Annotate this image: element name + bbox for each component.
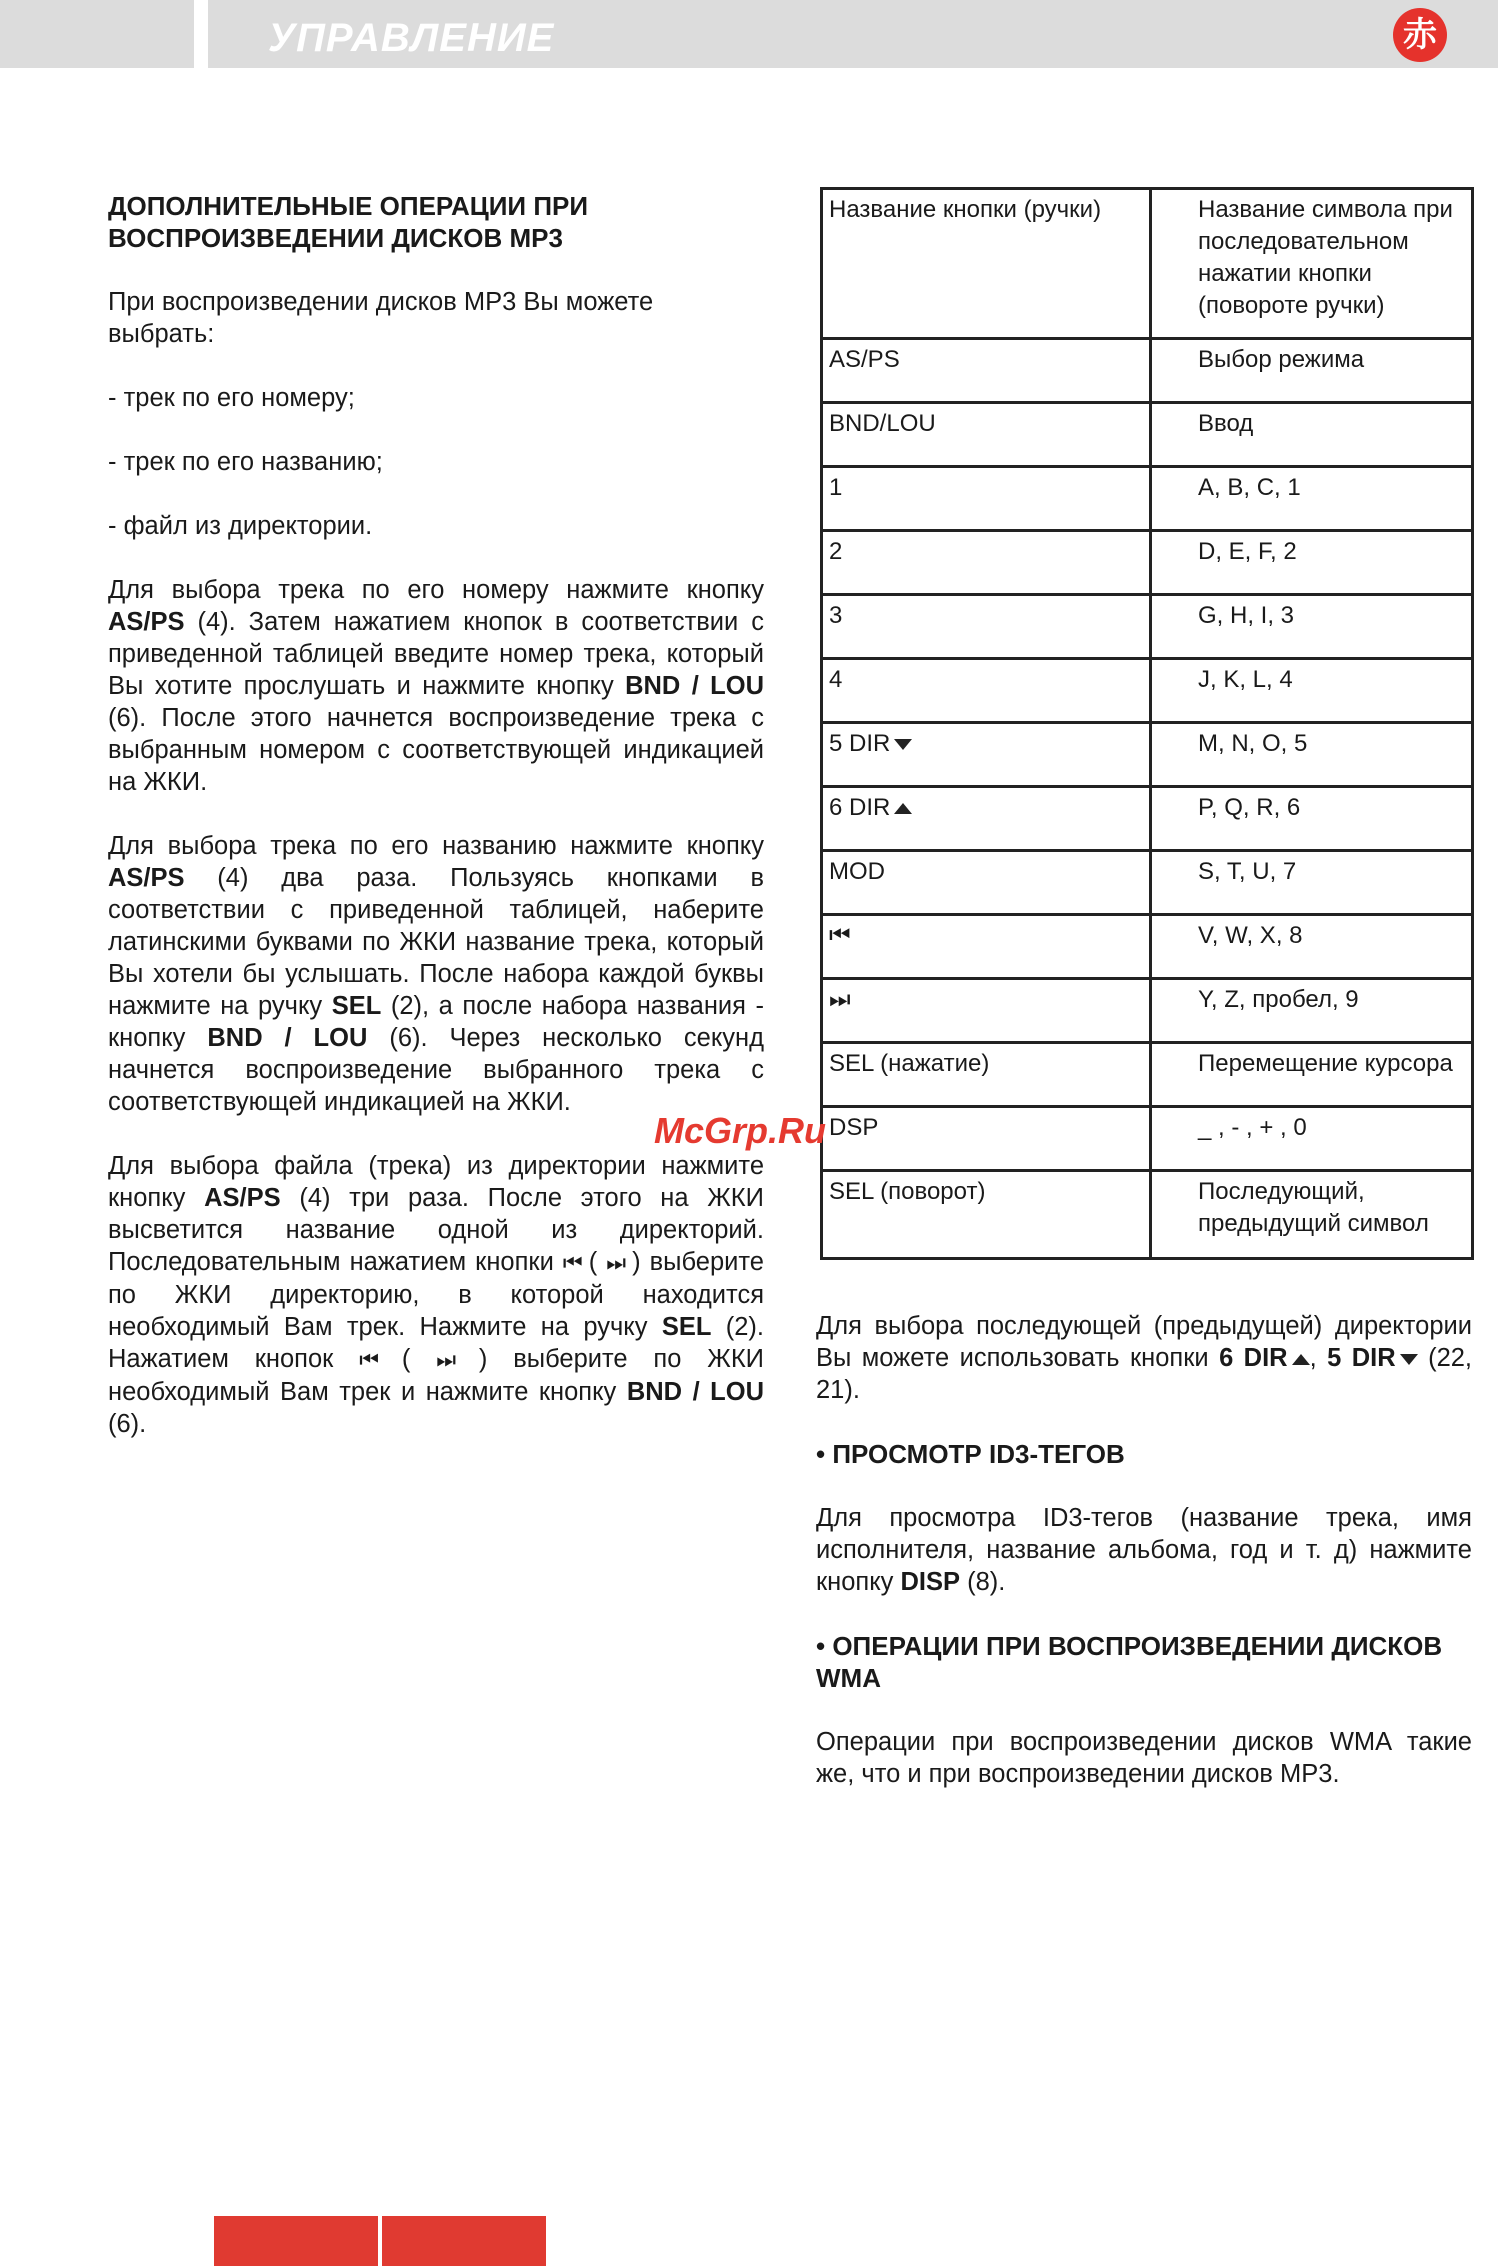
table-key-cell: SEL (нажатие) [822, 1043, 1151, 1107]
paragraph-wma: Операции при воспроизведении дисков WMA такие же, что и при воспроизведении дисков MP3. [816, 1728, 1472, 1788]
table-value-cell: Y, Z, пробел, 9 [1151, 979, 1473, 1043]
table-key-cell: 5 DIR [822, 723, 1151, 787]
table-key-cell: 4 [822, 659, 1151, 723]
intro-paragraph: При воспроизведении дисков MP3 Вы можете выбрать: [108, 288, 654, 348]
table-row [822, 915, 1473, 979]
wma-heading: • ОПЕРАЦИИ ПРИ ВОСПРОИЗВЕДЕНИИ ДИСКОВ WMA [816, 1631, 1443, 1693]
option-item: - файл из директории. [108, 512, 373, 540]
section-heading: ДОПОЛНИТЕЛЬНЫЕ ОПЕРАЦИИ ПРИ ВОСПРОИЗВЕДЕНИИ ДИСКОВ MP3 [108, 191, 589, 253]
table-row [822, 1043, 1473, 1107]
table-row [822, 979, 1473, 1043]
table-value-cell: Последующий, предыдущий символ [1151, 1171, 1473, 1259]
table-value-cell: Перемещение курсора [1151, 1043, 1473, 1107]
table-value-cell: P, Q, R, 6 [1151, 787, 1473, 851]
table-row [822, 339, 1473, 403]
brand-logo-icon: 赤 [1393, 8, 1447, 62]
table-row [822, 1107, 1473, 1171]
table-row [822, 851, 1473, 915]
id3-heading: • ПРОСМОТР ID3-ТЕГОВ [816, 1439, 1125, 1469]
table-key-cell: ⏮ [822, 915, 1151, 979]
table-header-value: Название символа при последовательном нажатии кнопки (повороте ручки) [1151, 189, 1473, 339]
table-key-cell: 1 [822, 467, 1151, 531]
table-key-cell: 2 [822, 531, 1151, 595]
left-column [108, 190, 764, 1440]
down-arrow-icon [894, 739, 912, 750]
table-row [822, 531, 1473, 595]
table-value-cell: S, T, U, 7 [1151, 851, 1473, 915]
up-arrow-icon [1292, 1354, 1310, 1365]
paragraph-select-from-directory: Для выбора файла (трека) из директории нажмите кнопку AS/PS (4) три раза. После этого на ЖКИ высветится название одной из директорий. Последовательным нажатием кнопки ⏮ ( ⏭ ) выберите по ЖКИ директорию, в которой находится необходимый Вам трек. Нажмите на ручку SEL (2). Нажатием кнопок ⏮ ( ⏭ ) выберите по ЖКИ необходимый Вам трек и нажмите кнопку BND / LOU (6). [108, 1152, 764, 1438]
paragraph-select-by-name: Для выбора трека по его названию нажмите кнопку AS/PS (4) два раза. Пользуясь кнопками в соответствии с приведенной таблицей, наберите латинскими буквами по ЖКИ название трека, который Вы хотели бы услышать. После набора каждой буквы нажмите на ручку SEL (2), а после набора названия - кнопку BND / LOU (6). Через несколько секунд начнется воспроизведение выбранного трека с соответствующей индикацией на ЖКИ. [108, 832, 764, 1116]
table-key-cell: MOD [822, 851, 1151, 915]
footer-bar-right [382, 2216, 546, 2266]
paragraph-next-directory: Для выбора последующей (предыдущей) директории Вы можете использовать кнопки 6 DIR , 5 DIR (22, 21). [816, 1312, 1473, 1404]
table-key-cell: BND/LOU [822, 403, 1151, 467]
table-header-key: Название кнопки (ручки) [822, 189, 1151, 339]
header-bar-left [0, 0, 194, 68]
table-value-cell: J, K, L, 4 [1151, 659, 1473, 723]
table-value-cell: A, B, C, 1 [1151, 467, 1473, 531]
prev-track-icon: ⏮ [562, 1250, 580, 1275]
table-row [822, 1171, 1473, 1259]
table-value-cell: M, N, O, 5 [1151, 723, 1473, 787]
prev-track-icon: ⏮ [359, 1347, 376, 1372]
table-row [822, 659, 1473, 723]
next-track-icon: ⏭ [436, 1347, 454, 1372]
next-track-icon: ⏭ [606, 1250, 624, 1275]
table-value-cell: _ , - , + , 0 [1151, 1107, 1473, 1171]
table-key-cell: DSP [822, 1107, 1151, 1171]
table-key-cell: AS/PS [822, 339, 1151, 403]
table-key-cell: ⏭ [822, 979, 1151, 1043]
table-value-cell: D, E, F, 2 [1151, 531, 1473, 595]
right-column [816, 1310, 1472, 1790]
down-arrow-icon [1400, 1354, 1418, 1365]
table-key-cell: SEL (поворот) [822, 1171, 1151, 1259]
button-symbol-table [820, 187, 1474, 1260]
table-row [822, 467, 1473, 531]
table-value-cell: Выбор режима [1151, 339, 1473, 403]
table-row [822, 403, 1473, 467]
table-row [822, 787, 1473, 851]
table-value-cell: G, H, I, 3 [1151, 595, 1473, 659]
option-item: - трек по его названию; [108, 448, 383, 476]
footer-bar-left [214, 2216, 378, 2266]
table-value-cell: Ввод [1151, 403, 1473, 467]
table-header-row [822, 189, 1473, 339]
table-key-cell: 3 [822, 595, 1151, 659]
up-arrow-icon [894, 803, 912, 814]
paragraph-select-by-number: Для выбора трека по его номеру нажмите кнопку AS/PS (4). Затем нажатием кнопок в соответствии с приведенной таблицей введите номер трека, который Вы хотите прослушать и нажмите кнопку BND / LOU (6). После этого начнется воспроизведение трека с выбранным номером с соответствующей индикацией на ЖКИ. [108, 576, 764, 796]
table-value-cell: V, W, X, 8 [1151, 915, 1473, 979]
watermark: McGrp.Ru [654, 1110, 827, 1151]
page-title: УПРАВЛЕНИЕ [268, 16, 555, 60]
table-row [822, 723, 1473, 787]
paragraph-id3: Для просмотра ID3-тегов (название трека, имя исполнителя, название альбома, год и т. д) нажмите кнопку DISP (8). [816, 1504, 1472, 1596]
table-row [822, 595, 1473, 659]
table-key-cell: 6 DIR [822, 787, 1151, 851]
option-item: - трек по его номеру; [108, 384, 355, 412]
